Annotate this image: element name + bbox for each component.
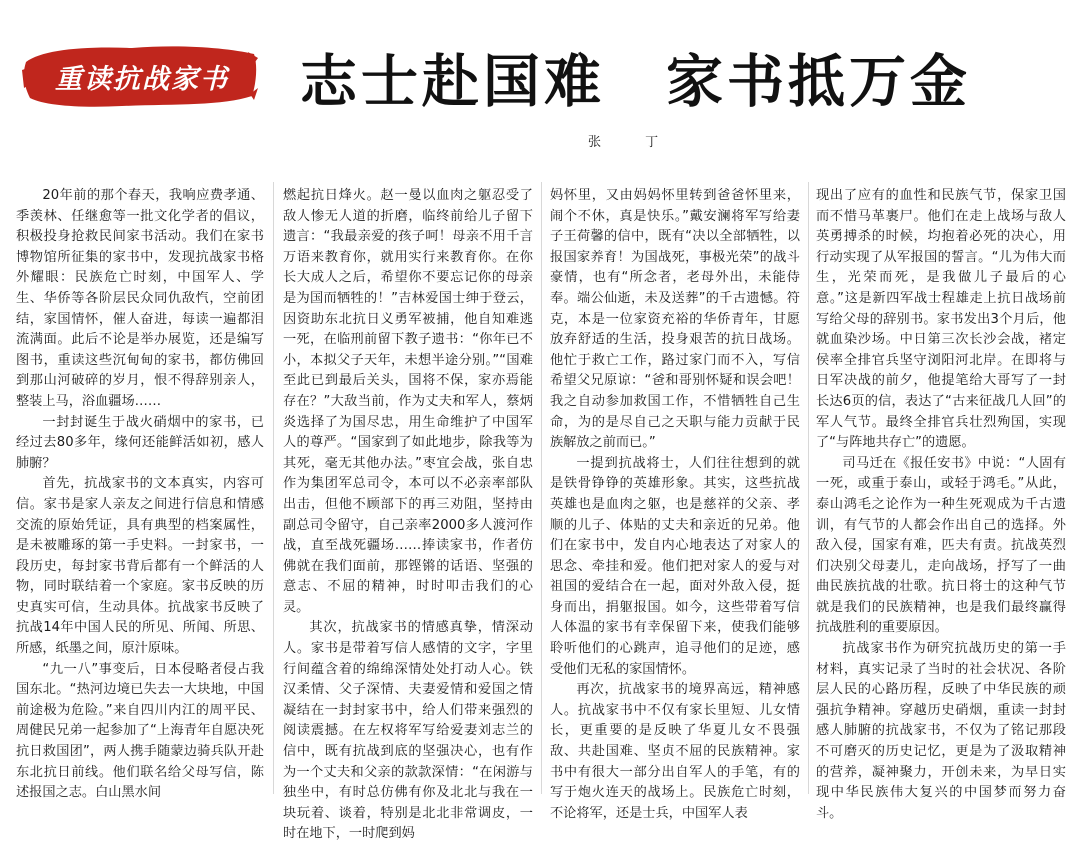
paragraph: 再次，抗战家书的境界高远，精神感人。抗战家书中不仅有家长里短、儿女情长，更重要的是反映了华夏儿女不畏强敌、共赴国难、坚贞不屈的民族精神。家书中有很大一部分出自军人的手笔，有的写于炮火连天的战场上。民族危亡时刻，不论将军，还是士兵，中国军人表 [550, 682, 800, 821]
author-byline: 张 丁 [588, 135, 679, 150]
article-column-3 [550, 186, 800, 821]
column-divider [273, 182, 274, 794]
article-column-1 [16, 186, 264, 801]
column-badge-label: 重读抗战家书 [55, 63, 229, 95]
column-divider [808, 182, 809, 794]
paragraph: 抗战家书作为研究抗战历史的第一手材料，真实记录了当时的社会状况、各阶层人民的心路历程，反映了中华民族的顽强抗争精神。穿越历史硝烟，重读一封封感人肺腑的抗战家书，不仅为了铭记那段不可磨灭的历史记忆，更是为了汲取精神的营养，凝神聚力，开创未来，为早日实现中华民族伟大复兴的中国梦而努力奋斗。 [816, 641, 1066, 821]
page-headline: 志士赴国难 家书抵万金 [300, 49, 971, 115]
article-column-2 [283, 186, 533, 842]
column-badge [22, 40, 258, 112]
paragraph: 一封封诞生于战火硝烟中的家书，已经过去80多年，缘何还能鲜活如初，感人肺腑？ [16, 414, 264, 471]
paragraph: 司马迁在《报任安书》中说：“人固有一死，或重于泰山，或轻于鸿毛。”从此，泰山鸿毛之论作为一种生死观成为千古遗训，有气节的人都会作出自己的选择。外敌入侵，国家有难，匹夫有责。抗战英烈们决别父母妻儿，走向战场，抒写了一曲曲民族抗战的壮歌。抗日将士的这种气节就是我们的民族精神，也是我们最终赢得抗战胜利的重要原因。 [816, 455, 1066, 636]
paragraph-continued: 燃起抗日烽火。赵一曼以血肉之躯忍受了敌人惨无人道的折磨，临终前给儿子留下遗言：“我最亲爱的孩子呵！母亲不用千言万语来教育你，就用实行来教育你。在你长大成人之后，希望你不要忘记你的母亲是为国而牺牲的！”吉林爱国士绅于登云，因资助东北抗日义勇军被捕，他自知难逃一死，在临刑前留下教子遗书：“你年已不小，本拟父子天年，未想半途分别。”“国难至此已到最后关头，国将不保，家亦焉能存在？”大敌当前，作为丈夫和军人，蔡炳炎选择了为国尽忠，用生命维护了中国军人的尊严。“国家到了如此地步，除我等为其死，毫无其他办法。”枣宜会战，张自忠作为集团军总司令，本可以不必亲率部队出击，但他不顾部下的再三劝阻，坚持由副总司令留守，自己亲率2000多人渡河作战，直至战死疆场……捧读家书，作者仿佛就在我们面前，那铿锵的话语、坚强的意志、不屈的精神，时时叩击我们的心灵。 [283, 188, 533, 615]
paragraph-continued: 妈怀里，又由妈妈怀里转到爸爸怀里来，闹个不休，真是快乐。”戴安澜将军写给妻子王荷馨的信中，既有“决以全部牺牲，以报国家养育！为国战死，事极光荣”的战斗豪情，也有“所念者，老母外出，未能侍奉。端公仙逝，未及送葬”的千古遗憾。符克，本是一位家资充裕的华侨青年，甘愿放弃舒适的生活，投身艰苦的抗日战场。他忙于救亡工作，路过家门而不入，写信希望父兄原谅：“爸和哥别怀疑和误会吧！我之自动参加救国工作，不惜牺牲自己生命，为的是尽自己之天职与能力贡献于民族解放之前而已。” [550, 188, 800, 451]
paragraph-continued: 现出了应有的血性和民族气节，保家卫国而不惜马革裹尸。他们在走上战场与敌人英勇搏杀的时候，均抱着必死的决心，用行动实现了从军报国的誓言。“儿为伟大而生，光荣而死，是我做儿子最后的心意。”这是新四军战士程雄走上抗日战场前写给父母的辞别书。家书发出3个月后，他就血染沙场。中日第三次长沙会战，褚定侯率全排官兵坚守浏阳河北岸。在即将与日军决战的前夕，他提笔给大哥写了一封长达6页的信，表达了“古来征战几人回”的军人气节。最终全排官兵壮烈殉国，实现了“与阵地共存亡”的遗愿。 [816, 188, 1066, 451]
paragraph: 其次，抗战家书的情感真挚，情深动人。家书是带着写信人感情的文字，字里行间蕴含着的绵绵深情处处打动人心。铁汉柔情、父子深情、夫妻爱情和爱国之情凝结在一封封家书中，给人们带来强烈的阅读震撼。在左权将军写给爱妻刘志兰的信中，既有抗战到底的坚强决心，也有作为一个丈夫和父亲的款款深情：“在闲游与独坐中，有时总仿佛有你及北北与我在一块玩着、谈着，特别是北北非常调皮，一时在地下，一时爬到妈 [283, 620, 533, 842]
article-column-4 [816, 186, 1066, 821]
column-divider [541, 182, 542, 794]
paragraph: 一提到抗战将士，人们往往想到的就是铁骨铮铮的英雄形象。其实，这些抗战英雄也是血肉之躯，也是慈祥的父亲、孝顺的儿子、体贴的丈夫和亲近的兄弟。他们在家书中，发自内心地表达了对家人的思念、牵挂和爱。他们把对家人的爱与对祖国的爱结合在一起，面对外敌入侵，挺身而出，捐躯报国。如今，这些带着写信人体温的家书有幸保留下来，使我们能够聆听他们的心跳声，追寻他们的足迹，感受他们无私的家国情怀。 [550, 455, 800, 677]
paragraph: “九一八”事变后，日本侵略者侵占我国东北。“热河边境已失去一大块地，中国前途极为危险。”来自四川内江的周平民、周健民兄弟一起参加了“上海青年自愿决死抗日救国团”，两人携手随蒙边骑兵队开赴东北抗日前线。他们联名给父母写信，陈述报国之志。白山黑水间 [16, 661, 264, 801]
paragraph: 20年前的那个春天，我响应费孝通、季羡林、任继愈等一批文化学者的倡议，积极投身抢救民间家书活动。我们在家书博物馆所征集的家书中，发现抗战家书格外耀眼：民族危亡时刻，中国军人、学生、华侨等各阶层民众同仇敌忾，空前团结，家国情怀，催人奋进，每读一遍都泪流满面。此后不论是举办展览，还是编写图书，重读这些沉甸甸的家书，都仿佛回到那山河破碎的岁月，恨不得辞别亲人，整装上马，浴血疆场…… [16, 188, 264, 409]
paragraph: 首先，抗战家书的文本真实，内容可信。家书是家人亲友之间进行信息和情感交流的原始凭证，具有典型的档案属性，是未被雕琢的第一手史料。一封家书，一段历史，每封家书背后都有一个鲜活的人物，同时联结着一个家庭。家书反映的历史真实可信，生动具体。抗战家书反映了抗战14年中国人民的所见、所闻、所思、所感，纸墨之间，原汁原味。 [16, 476, 264, 657]
